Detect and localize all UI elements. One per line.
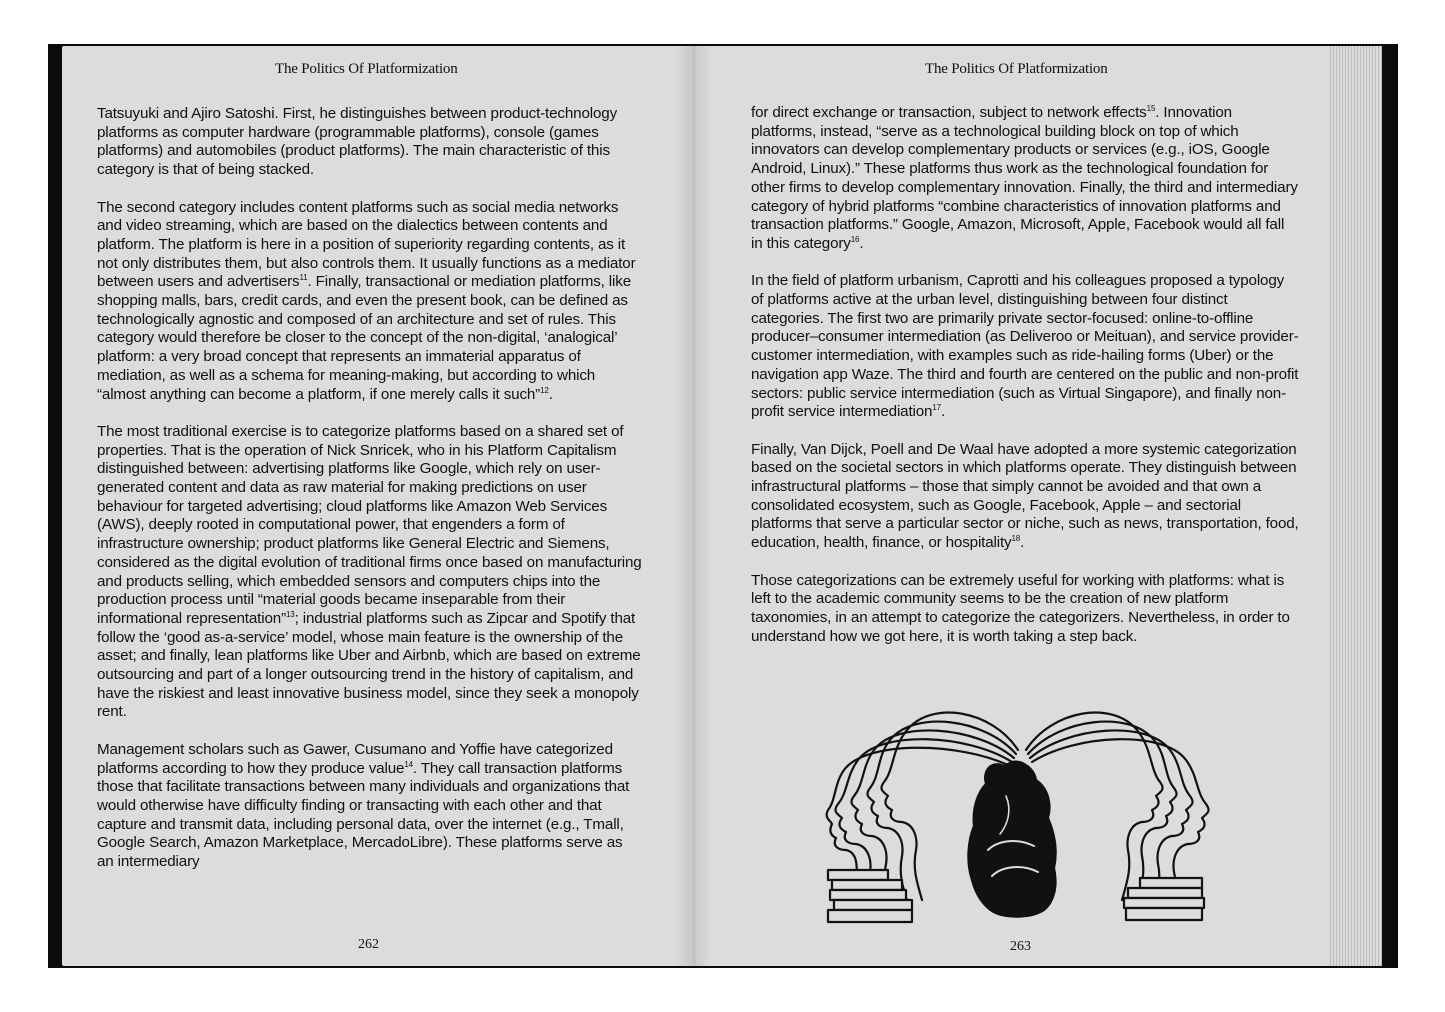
spine-gutter bbox=[676, 46, 712, 966]
left-book-stack bbox=[828, 870, 912, 922]
footnote-marker: 15 bbox=[1146, 103, 1156, 113]
footnote-marker: 12 bbox=[540, 385, 549, 395]
paragraph: Those categorizations can be extremely useful for working with platforms: what is left to the academic community seems to be the creation of new platform taxonomies, in an attempt to categorize the categorizers. Nevertheless, in order to understand how we got here, it is worth taking a step back. bbox=[751, 571, 1290, 645]
footnote-marker: 14 bbox=[404, 759, 413, 769]
right-page-body bbox=[751, 104, 1299, 646]
running-head-left: The Politics Of Platformization bbox=[275, 61, 458, 77]
left-page-body bbox=[97, 105, 642, 872]
heart-heads-illustration bbox=[822, 700, 1222, 930]
footnote-marker: 13 bbox=[285, 609, 295, 619]
page-edges-right bbox=[1322, 46, 1382, 966]
right-book-stack bbox=[1124, 878, 1204, 920]
paragraph: Finally, Van Dijck, Poell and De Waal have adopted a more systemic categorization based on the societal sectors in which platforms operate. They distinguish between infrastructural platforms – those that simply cannot be avoided and that own a consolidated ecosystem, such as Google, Facebook, Apple – and sectorial platforms that serve a particular sector or niche, such as news, transportation, food, education, health, finance, or hospitality$^{18}$. bbox=[751, 440, 1299, 552]
paragraph: Tatsuyuki and Ajiro Satoshi. First, he distinguishes between product-technology platforms as computer hardware (programmable platforms), console (games platforms) and automobiles (product platforms). The main characteristic of this category is that of being stacked. bbox=[97, 105, 618, 179]
running-head-right: The Politics Of Platformization bbox=[925, 61, 1108, 77]
paragraph: Management scholars such as Gawer, Cusumano and Yoffie have categorized platforms according to how they produce value$^{14}$. They call transaction platforms those that facilitate transactions between many individuals and organizations that would otherwise have difficulty finding or transacting with each other and that capture and transmit data, including personal data, over the internet (e.g., Tmall, Google Search, Amazon Marketplace, MercadoLibre). These platforms serve as an intermediary bbox=[97, 740, 630, 871]
paragraph: The most traditional exercise is to categorize platforms based on a shared set of properties. That is the operation of Nick Snricek, who in his Platform Capitalism distinguished between: advertising platforms like Google, which rely on user-generated content and data as raw material for making predictions on user behaviour for targeted advertising; cloud platforms like Amazon Web Services (AWS), deeply rooted in computational power, that engenders a form of infrastructure ownership; product platforms like General Electric and Siemens, considered as the digital evolution of traditional firms once based on manufacturing and products selling, which embedded sensors and computers chips into the production process until “material goods became inseparable from their informational representation”$^{13}$; industrial platforms such as Zipcar and Spotify that follow the ‘good as-a-service’ model, whose main feature is the ownership of the asset; and finally, lean platforms like Uber and Airbnb, which are based on extreme outsourcing and part of a longer outsourcing trend in the history of capitalism, and have the riskiest and least innovative business model, since they seek a monopoly rent. bbox=[97, 422, 642, 721]
footnote-marker: 17 bbox=[932, 403, 941, 413]
paragraph: The second category includes content platforms such as social media networks and video streaming, which are based on the dialectics between contents and platform. The platform is here in a position of superiority regarding contents, as it not only distributes them, but also controls them. It usually functions as a mediator between users and advertisers$^{11}$. Finally, transactional or mediation platforms, like shopping malls, bars, credit cards, and even the present book, can be defined as technologically agnostic and composed of an architecture and set of rules. This category would therefore be closer to the concept of the non-digital, ‘analogical’ platform: a very broad concept that represents an immaterial apparatus of mediation, as well as a schema for meaning-making, but according to which “almost anything can become a platform, if one merely calls it such”$^{12}$. bbox=[97, 198, 636, 403]
page-number-right: 263 bbox=[1010, 939, 1031, 954]
paragraph: In the field of platform urbanism, Caprotti and his colleagues proposed a typology of platforms active at the urban level, distinguishing between four distinct categories. The first two are primarily private sector-focused: online-to-offline producer–consumer intermediation (as Deliveroo or Meituan), and service provider-customer intermediation, with examples such as ride-hailing forms (Uber) or the navigation app Waze. The third and fourth are centered on the public and non-profit sectors: public service intermediation (such as Virtual Singapore), and finally non-profit service intermediation$^{17}$. bbox=[751, 272, 1299, 421]
page-number-left: 262 bbox=[358, 937, 379, 952]
footnote-marker: 18 bbox=[1011, 534, 1021, 544]
paragraph: for direct exchange or transaction, subject to network effects$^{15}$. Innovation platforms, instead, “serve as a technological building block on top of which innovators can develop complementary products or services (e.g., iOS, Google Android, Linux).” These platforms thus work as the technological foundation for other firms to develop complementary innovation. Finally, the third and intermediary category of hybrid platforms “combine characteristics of innovation platforms and transaction platforms.” Google, Amazon, Microsoft, Apple, Facebook would all fall in this category$^{16}$. bbox=[751, 103, 1298, 252]
footnote-marker: 11 bbox=[299, 273, 308, 283]
footnote-marker: 16 bbox=[850, 234, 860, 244]
seated-figure bbox=[968, 762, 1055, 917]
